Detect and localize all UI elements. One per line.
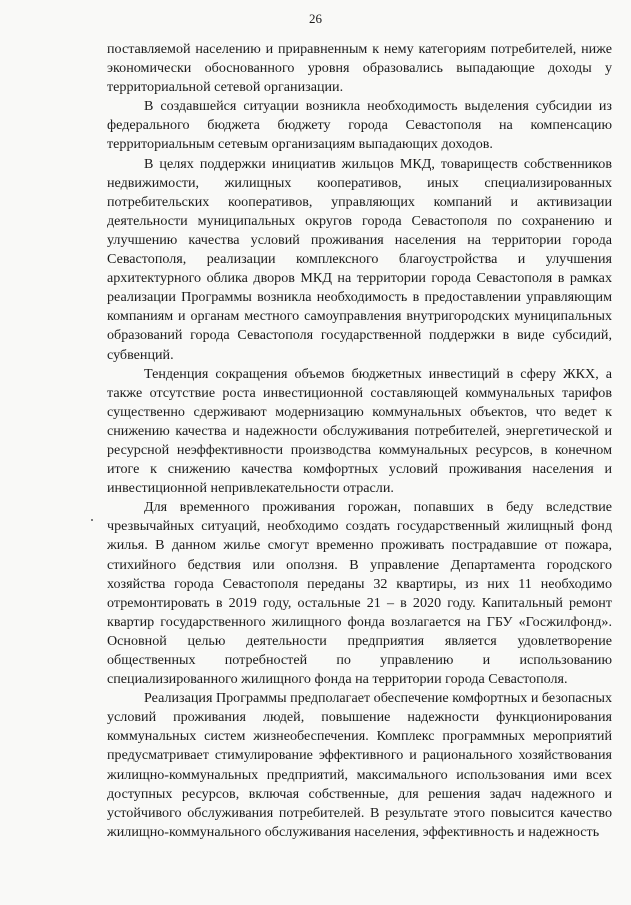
paragraph-5: Для временного проживания горожан, попавших в беду вследствие чрезвычайных ситуаций, необходимо создать государственный жилищный фонд жилья. В данном жилье смогут временно проживать пострадавшие от пожара, стихийного бедствия или оползня. В управление Департамента городского хозяйства города Севастополя переданы 32 квартиры, из них 11 необходимо отремонтировать в 2019 году, остальные 21 – в 2020 году. Капитальный ремонт квартир государственного жилищного фонда возлагается на ГБУ «Госжилфонд». Основной целью деятельности предприятия является удовлетворение общественных потребностей по управлению и использованию специализированного жилищного фонда на территории города Севастополя. [107,499,612,688]
paragraph-2: В создавшейся ситуации возникла необходимость выделения субсидии из федерального бюджета бюджету города Севастополя на компенсацию территориальным сетевым организациям выпадающих доходов. [107,98,612,153]
paragraph-4: Тенденция сокращения объемов бюджетных инвестиций в сферу ЖКХ, а также отсутствие роста инвестиционной составляющей коммунальных тарифов существенно сдерживают модернизацию коммунальных объектов, что ведет к снижению качества и надежности обслуживания потребителей, энергетической и ресурсной неэффективности производства коммунальных ресурсов, в конечном итоге к снижению качества комфортных условий проживания населения и инвестиционной непривлекательности отрасли. [107,365,612,497]
paragraph-1: поставляемой населению и приравненным к нему категориям потребителей, ниже экономически обоснованного уровня образовались выпадающие доходы у территориальной сетевой организации. [107,41,612,96]
paragraph-3: В целях поддержки инициатив жильцов МКД, товариществ собственников недвижимости, жилищных кооперативов, иных специализированных потребительских кооперативов, управляющих компаний и активизации деятельности муниципальных округов города Севастополя по сохранению и улучшению качества условий проживания населения на территории города Севастополя, реализации комплексного благоустройства и улучшения архитектурного облика дворов МКД на территории города Севастополя в рамках реализации Программы возникла необходимость в предоставлении управляющим компаниям и органам местного самоуправления внутригородских муниципальных образований города Севастополя государственной поддержки в виде субсидий, субвенций. [107,155,612,363]
scan-speck [91,519,93,521]
paragraph-6: Реализация Программы предполагает обеспечение комфортных и безопасных условий проживания людей, повышение надежности функционирования коммунальных систем жизнеобеспечения. Комплекс программных мероприятий предусматривает стимулирование эффективного и рационального хозяйствования жилищно-коммунальных предприятий, максимального использования ими всех доступных ресурсов, включая собственные, для решения задач надежного и устойчивого обслуживания потребителей. В результате этого повысится качество жилищно-коммунального обслуживания населения, эффективность и надежность [107,690,612,840]
document-body [107,40,612,842]
page-number: 26 [309,11,322,26]
